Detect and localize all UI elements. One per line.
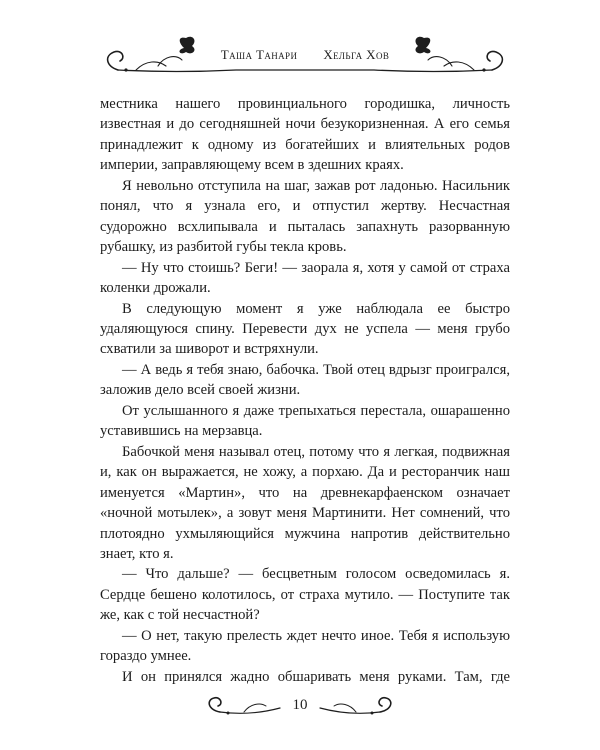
paragraph: И он принялся жадно обшаривать меня руками. Там, где bbox=[122, 668, 510, 684]
paragraph: — Что дальше? — бесцветным голосом осведомилась я. Сердце бешено колотилось, от страха мутило. — Поступите так же, как с той несчастной? bbox=[100, 566, 510, 624]
paragraph: От услышанного я даже трепыхаться перестала, ошарашенно уставившись на мерзавца. bbox=[100, 402, 510, 440]
paragraph: — А ведь я тебя знаю, бабочка. Твой отец вдрызг проигрался, заложив дело всей своей жизни. bbox=[100, 361, 510, 399]
paragraph: Я невольно отступила на шаг, зажав рот ладонью. Насильник понял, что я узнала его, и отпустил жертву. Несчастная судорожно всхлипывала и пыталась запахнуть разорванную рубашку, из разбитой губы текла кровь. bbox=[100, 177, 510, 256]
page-number: 10 bbox=[292, 697, 308, 713]
paragraph: В следующую момент я уже наблюдала ее быстро удаляющуюся спину. Перевести дух не успела — меня грубо схватили за шиворот и встряхнули. bbox=[100, 300, 510, 358]
paragraph: — О нет, такую прелесть ждет нечто иное. Тебя я использую гораздо умнее. bbox=[100, 627, 510, 665]
paragraph: — Ну что стоишь? Беги! — заорала я, хотя у самой от страха коленки дрожали. bbox=[100, 259, 510, 297]
running-header bbox=[96, 30, 514, 82]
author-name: Таша Танари bbox=[220, 47, 298, 62]
paragraph: местника нашего провинциального городишка, личность известная и до сегодняшней ночи безукоризненная. А его семья принадлежит к одному из богатейших и влиятельных родов империи, заправляющему всем в здешних краях. bbox=[100, 96, 510, 174]
paragraph: Бабочкой меня называл отец, потому что я легкая, подвижная и, как он выражается, не хожу, а порхаю. Да и ресторанчик наш именуется «Мартин», что на древнекарфаенском означает «ночной мотылек», а зовут меня Мартинити. Нет сомнений, что плотоядно ухмыляющийся мужчина напротив действительно знает, кто я. bbox=[100, 443, 510, 562]
author-name: Хельга Хов bbox=[323, 47, 390, 62]
page-footer bbox=[200, 686, 400, 726]
body-text bbox=[100, 94, 510, 684]
header-authors bbox=[96, 47, 514, 63]
